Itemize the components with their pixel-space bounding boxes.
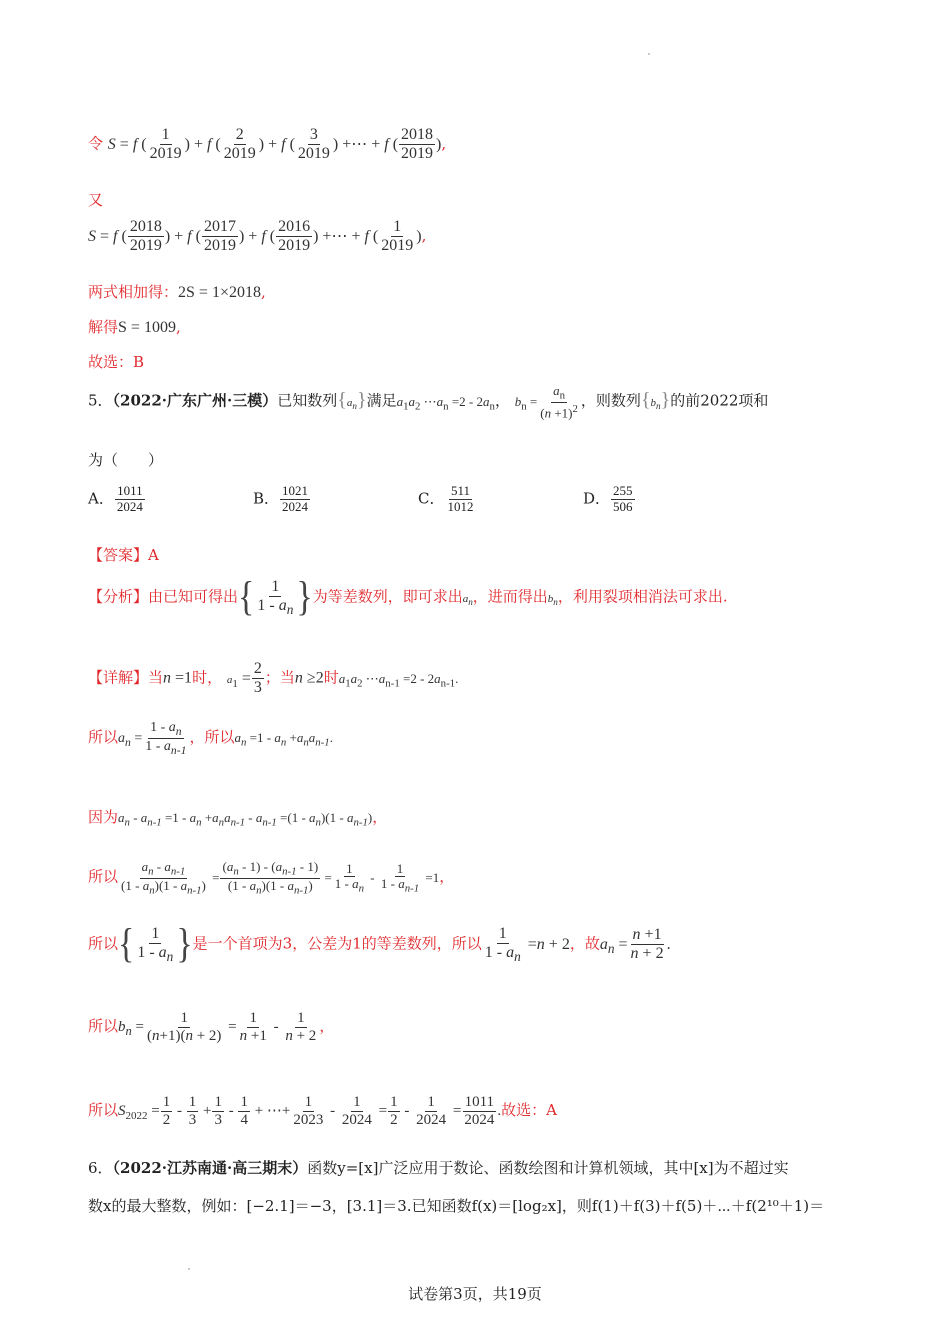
option-d[interactable]: D． $\frac{255}{506}$ — [583, 483, 633, 514]
corner-mark-bottom — [188, 1268, 190, 1270]
step-let-label: 令 — [88, 134, 104, 153]
so-2: 所以 $\frac{a_n - a_{n-1}}{(1 - a_n)(1 - a_{n-1})}$ = $\frac{(a_n - 1) - (a_{n-1} - 1)}{(1 - a_n)(1 - a_{n-1})}$ = $\frac{1}{1 - a_n}$ - $\frac{1}{1 - a_{n-1}}$ =1， — [88, 859, 455, 897]
q5-stem-end: 为（ ） — [88, 451, 164, 469]
answer: 【答案】A — [88, 546, 159, 564]
q6-line-2: 数x的最大整数，例如：[−2.1]＝−3，[3.1]＝3.已知函数f(x)＝[log₂x]，则f(1)＋f(3)＋f(5)＋⋯＋f(2¹⁰＋1)＝ — [88, 1197, 825, 1215]
option-b[interactable]: B． $\frac{1021}{2024}$ — [253, 483, 309, 514]
q6-line-1: 6．（2022·江苏南通·高三期末）函数y=[x]广泛应用于数论、函数绘图和计算机领域，其中[x]为不超过实 — [88, 1159, 789, 1177]
page-footer: 试卷第3页，共19页 — [408, 1285, 542, 1303]
because: 因为$a_n - a_{n-1} =1 - a_n +a_na_{n-1} - a_{n-1} =(1 - a_n)(1 - a_{n-1})$， — [88, 808, 388, 829]
step-solve: 解得S = 1009, — [88, 318, 181, 336]
detail: 【详解】当n =1时， $a_1$ = $\frac{2}{3}$ ；当n ≥2时$a_1a_2$ $\cdots a_{n-1} =2 - 2a_{n-1}$. — [88, 660, 459, 697]
so-3: 所以{ $\frac{1}{1 - a_n}$ }是一个首项为3，公差为1的等差数列，所以 $\frac{1}{1 - a_n}$ =n + 2，故$a_n$ = $\frac{n +1}{n + 2}$ . — [88, 922, 671, 967]
corner-mark — [648, 53, 650, 55]
step-choice: 故选：B — [88, 353, 145, 371]
so-5: 所以$S_{2022}$ = $\frac{1}{2}$ - $\frac{1}{3}$ + $\frac{1}{3}$ - $\frac{1}{4}$ + ⋯+ $\frac{1}{2023}$ - $\frac{1}{2024}$ = $\frac{1}{2}$ - $\frac{1}{2024}$ = $\frac{1011}{2024}$ .故选：A — [88, 1094, 557, 1129]
step-add: 两式相加得：2S = 1×2018, — [88, 283, 266, 301]
option-c[interactable]: C． $\frac{511}{1012}$ — [418, 483, 474, 514]
analysis: 【分析】由已知可得出{ $\frac{1}{1 - a_n}$ }为等差数列，即可求出$a_n$，进而得出$b_n$，利用裂项相消法可求出. — [88, 575, 728, 620]
step-reverse: S = f ( $\frac{2018}{2019}$ ) + f ( $\frac{2017}{2019}$ ) + f ( $\frac{2016}{2019}$ ) +⋯ + f ( $\frac{1}{2019}$ ), — [88, 218, 427, 255]
step-again: 又 — [88, 191, 104, 209]
option-a[interactable]: A． $\frac{1011}{2024}$ — [88, 483, 143, 514]
q5-stem: 5．（2022·广东广州·三模）已知数列$\{a_n\}$满足$a_1a_2$ $\cdots a_n =2 - 2a_n$， $b_n$ = $\frac{a_n}{(n +1)^2}$ ，则数列$\{b_n\}$的前2022项和 — [88, 383, 769, 421]
so-1: 所以$a_n$ = $\frac{1 - a_n}{1 - a_{n-1}}$ ，所以$a_n =1 - a_n +a_na_{n-1}$. — [88, 720, 333, 758]
step-let: 令 S = f ( $\frac{1}{2019}$ ) + f ( $\frac{2}{2019}$ ) + f ( $\frac{3}{2019}$ ) +⋯ + f ( $\frac{2018}{2019}$ ), — [88, 126, 447, 163]
so-4: 所以$b_n$ = $\frac{1}{(n+1)(n + 2)}$ = $\frac{1}{n +1}$ - $\frac{1}{n + 2}$ ， — [88, 1010, 335, 1045]
